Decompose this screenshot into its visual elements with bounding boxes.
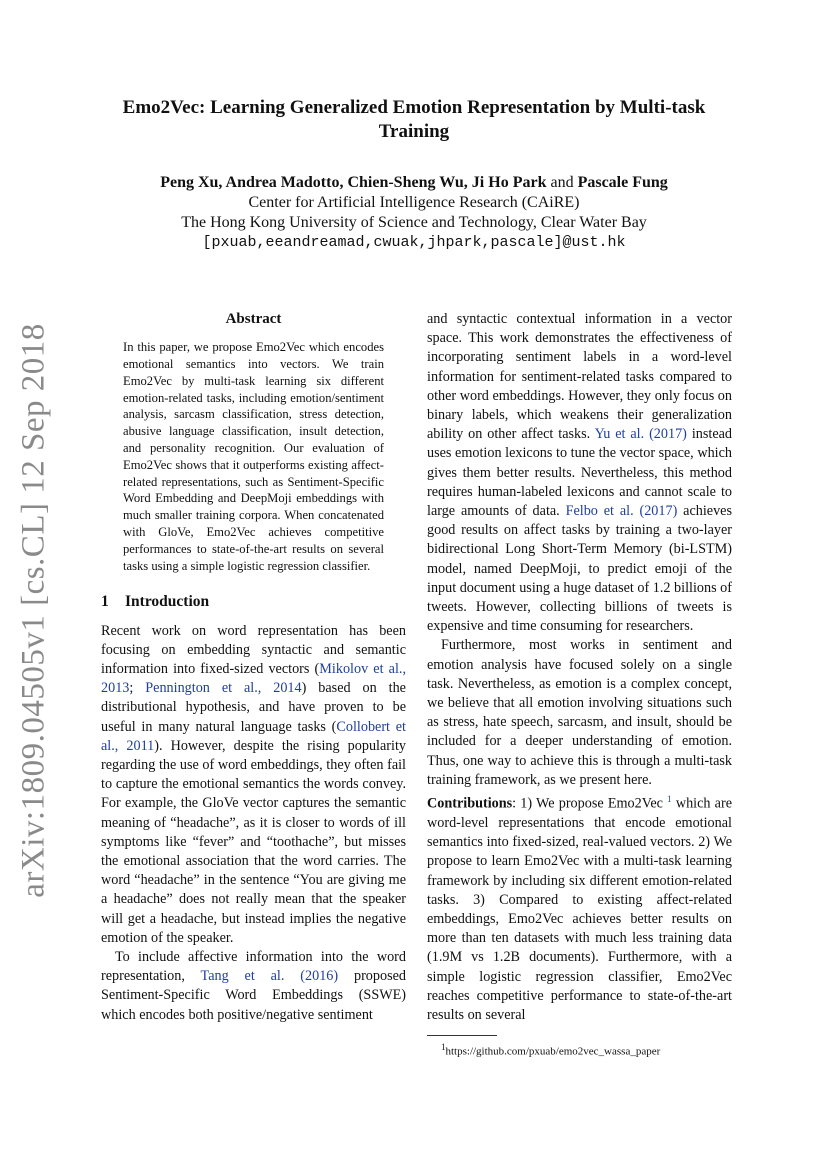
citation-collobert[interactable]: Collobert et al., 2011	[101, 718, 406, 754]
authors-and: and	[546, 174, 578, 191]
right-paragraph-2: Furthermore, most works in sentiment and emotion analysis have focused solely on a single task. Nevertheless, as emotion is a complex concept, we believe that all emotion involving situations such as stress, hate speech, sarcasm, and insult, should be included for a deeper understanding of emotion. Thus, one way to achieve this is through a multi-task training framework, as we present here.	[427, 637, 732, 788]
text-run: ) based on the distributional hypothesis, and have proven to be useful in many natural language tasks (	[101, 680, 406, 735]
footnote-number: 1	[441, 1042, 446, 1053]
affiliation-2: The Hong Kong University of Science and Technology, Clear Water Bay	[181, 214, 647, 231]
paper-title	[90, 96, 738, 144]
section-number: 1	[101, 593, 109, 611]
text-run: ;	[129, 680, 146, 697]
title-line-2: Training	[378, 121, 450, 142]
intro-paragraph-1	[101, 622, 406, 948]
contributions-label: Contributions	[427, 795, 513, 812]
text-run: Recent work on word representation has been focusing on embedding syntactic and semantic information into fixed-sized vectors (	[101, 622, 406, 677]
text-run: proposed Sentiment-Specific Word Embeddings (SSWE) which encodes both positive/negative sentiment	[101, 968, 406, 1023]
section-title: Introduction	[125, 593, 210, 611]
text-run: and syntactic contextual information in a vector space. This work demonstrates the effectiveness of incorporating sentiment labels in a word-level information for sentiment-related tasks compared to other word embeddings. However, they only focus on binary labels, which weakens their generalization ability on other affect tasks.	[427, 311, 732, 443]
author-last: Pascale Fung	[577, 174, 668, 191]
footnote-link[interactable]: https://github.com/pxuab/emo2vec_wassa_paper	[445, 1045, 661, 1058]
title-line-1: Emo2Vec: Learning Generalized Emotion Representation by Multi-task	[122, 97, 706, 118]
citation-mikolov[interactable]: Mikolov et al., 2013	[101, 660, 406, 697]
text-run: achieves good results on affect tasks by training a two-layer bidirectional Long Short-Term Memory (bi-LSTM) model, named DeepMoji, to predict emoji of the input document using a huge dataset of 1.2 billions of tweets. However, collecting billions of tweets is expensive and time consuming for researchers.	[427, 503, 733, 635]
footnote-divider	[427, 1035, 497, 1036]
abstract-heading: Abstract	[225, 311, 282, 327]
citation-pennington[interactable]: Pennington et al., 2014	[145, 680, 302, 697]
left-column	[101, 310, 406, 1025]
citation-yu[interactable]: Yu et al. (2017)	[594, 426, 687, 443]
intro-paragraph-2	[101, 948, 406, 1025]
author-names	[90, 173, 738, 193]
contributions-paragraph	[427, 790, 732, 1025]
text-run: which are word-level representations that encode emotional semantics into fixed-sized, real-valued vectors. 2) We propose to learn Emo2Vec with a multi-task learning framework by including six different emotion-related tasks. 3) Compared to existing affect-related embeddings, Emo2Vec achieves better results on more than ten datasets with much less training data (1.9M vs 1.2B documents). Furthermore, with a simple logistic regression classifier, Emo2Vec reaches competitive performance to state-of-the-art results on several	[427, 795, 732, 1024]
section-heading-introduction	[101, 592, 406, 611]
abstract-text: In this paper, we propose Emo2Vec which encodes emotional semantics into vectors. We train Emo2Vec by multi-task learning six different emotion-related tasks, including emotion/sentiment analysis, sarcasm classification, stress detection, abusive language classification, insult detection, and personality recognition. Our evaluation of Emo2Vec shows that it outperforms existing affect-related representations, such as Sentiment-Specific Word Embedding and DeepMoji embeddings with much smaller training corpora. When concatenated with GloVe, Emo2Vec achieves competitive performances to state-of-the-art results on several tasks using a simple logistic regression classifier.	[123, 340, 384, 573]
author-emails: [pxuab,eeandreamad,cwuak,jhpark,pascale]@ust.hk	[202, 234, 626, 251]
text-run: instead uses emotion lexicons to tune the vector space, which gives them better results. Nevertheless, this method requires human-labeled lexicons and cannot scale to large amounts of data.	[427, 426, 733, 520]
right-paragraph-1	[427, 310, 732, 636]
authors: Peng Xu, Andrea Madotto, Chien-Sheng Wu, Ji Ho Park	[160, 174, 547, 191]
footnote-marker[interactable]: 1	[667, 794, 672, 805]
right-column	[427, 310, 732, 1059]
text-run: : 1) We propose Emo2Vec	[512, 795, 668, 812]
arxiv-stamp	[14, 322, 54, 898]
arxiv-stamp-text: arXiv:1809.04505v1 [cs.CL] 12 Sep 2018	[15, 322, 52, 898]
text-run: ). However, despite the rising popularity regarding the use of word embeddings, they often fail to capture the emotional semantics the words convey. For example, the GloVe vector captures the semantic meaning of “headache”, as it is closer to words of ill symptoms like “fever” and “toothache”, but misses the emotional association that the word carries. The word “headache” in the sentence “You are giving me a headache” does not really mean that the speaker will get a headache, but instead implies the negative emotion of the speaker.	[101, 737, 406, 946]
citation-felbo[interactable]: Felbo et al. (2017)	[565, 503, 678, 520]
author-block	[90, 173, 738, 253]
footnote	[441, 1040, 732, 1059]
affiliation-1: Center for Artificial Intelligence Research (CAiRE)	[248, 194, 580, 211]
text-run: To include affective information into the word representation,	[101, 949, 406, 985]
citation-tang[interactable]: Tang et al. (2016)	[200, 968, 339, 985]
